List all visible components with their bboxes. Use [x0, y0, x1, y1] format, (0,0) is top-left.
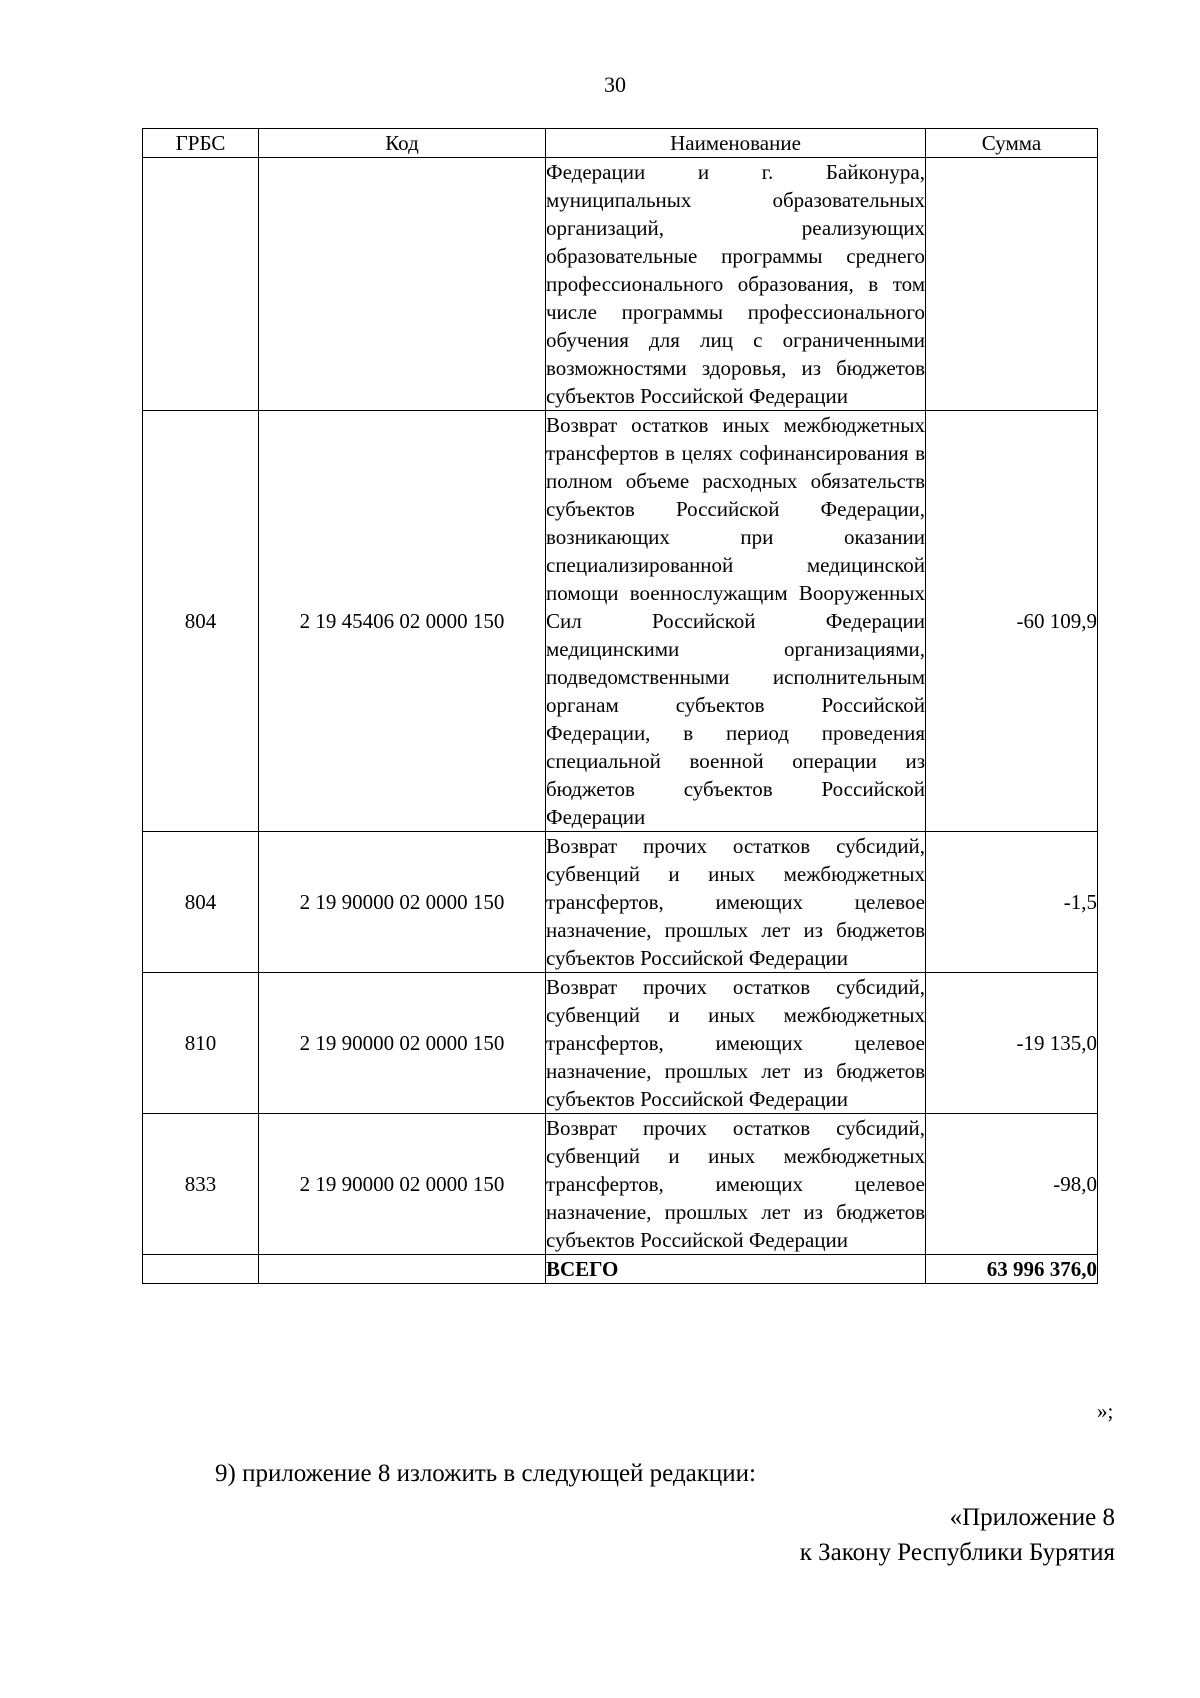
total-label: ВСЕГО — [546, 1255, 926, 1284]
cell-empty — [143, 1255, 259, 1284]
table-row — [143, 411, 1098, 832]
cell-name: Федерации и г. Байконура, муниципальных образовательных организаций, реализующих образовательные программы среднего профессионального образования, в том числе программы профессионального обучения для лиц с ограниченными возможностями здоровья, из бюджетов субъектов Российской Федерации — [546, 158, 926, 411]
cell-kod: 2 19 45406 02 0000 150 — [259, 411, 546, 832]
table-row — [143, 973, 1098, 1114]
cell-kod: 2 19 90000 02 0000 150 — [259, 973, 546, 1114]
table-row — [143, 158, 1098, 411]
cell-kod — [259, 158, 546, 411]
cell-grbs: 833 — [143, 1114, 259, 1255]
header-sum: Сумма — [926, 129, 1098, 158]
cell-sum — [926, 158, 1098, 411]
table-row — [143, 1114, 1098, 1255]
budget-table — [142, 128, 1098, 1284]
cell-name: Возврат прочих остатков субсидий, субвенций и иных межбюджетных трансфертов, имеющих целевое назначение, прошлых лет из бюджетов субъектов Российской Федерации — [546, 1114, 926, 1255]
cell-grbs: 804 — [143, 832, 259, 973]
item-9-text: 9) приложение 8 изложить в следующей редакции: — [215, 1460, 756, 1487]
cell-sum: -60 109,9 — [926, 411, 1098, 832]
total-sum: 63 996 376,0 — [926, 1255, 1098, 1284]
cell-sum: -1,5 — [926, 832, 1098, 973]
table-header-row — [143, 129, 1098, 158]
appendix-line-2: к Закону Республики Бурятия — [799, 1539, 1115, 1566]
header-kod: Код — [259, 129, 546, 158]
total-row — [143, 1255, 1098, 1284]
page-number: 30 — [604, 72, 626, 97]
cell-grbs: 810 — [143, 973, 259, 1114]
cell-sum: -98,0 — [926, 1114, 1098, 1255]
total-suffix: »; — [1097, 1399, 1114, 1423]
header-grbs: ГРБС — [143, 129, 259, 158]
cell-empty — [259, 1255, 546, 1284]
cell-name: Возврат прочих остатков субсидий, субвенций и иных межбюджетных трансфертов, имеющих целевое назначение, прошлых лет из бюджетов субъектов Российской Федерации — [546, 832, 926, 973]
appendix-heading — [800, 1500, 1115, 1570]
cell-grbs: 804 — [143, 411, 259, 832]
cell-kod: 2 19 90000 02 0000 150 — [259, 1114, 546, 1255]
cell-name: Возврат остатков иных межбюджетных трансфертов в целях софинансирования в полном объеме расходных обязательств субъектов Российской Федерации, возникающих при оказании специализированной медицинской помощи военнослужащим Вооруженных Сил Российской Федерации медицинскими организациями, подведомственными исполнительным органам субъектов Российской Федерации, в период проведения специальной военной операции из бюджетов субъектов Российской Федерации — [546, 411, 926, 832]
cell-grbs — [143, 158, 259, 411]
table-row — [143, 832, 1098, 973]
cell-kod: 2 19 90000 02 0000 150 — [259, 832, 546, 973]
cell-sum: -19 135,0 — [926, 973, 1098, 1114]
cell-name: Возврат прочих остатков субсидий, субвенций и иных межбюджетных трансфертов, имеющих целевое назначение, прошлых лет из бюджетов субъектов Российской Федерации — [546, 973, 926, 1114]
appendix-line-1: «Приложение 8 — [949, 1504, 1115, 1531]
header-name: Наименование — [546, 129, 926, 158]
